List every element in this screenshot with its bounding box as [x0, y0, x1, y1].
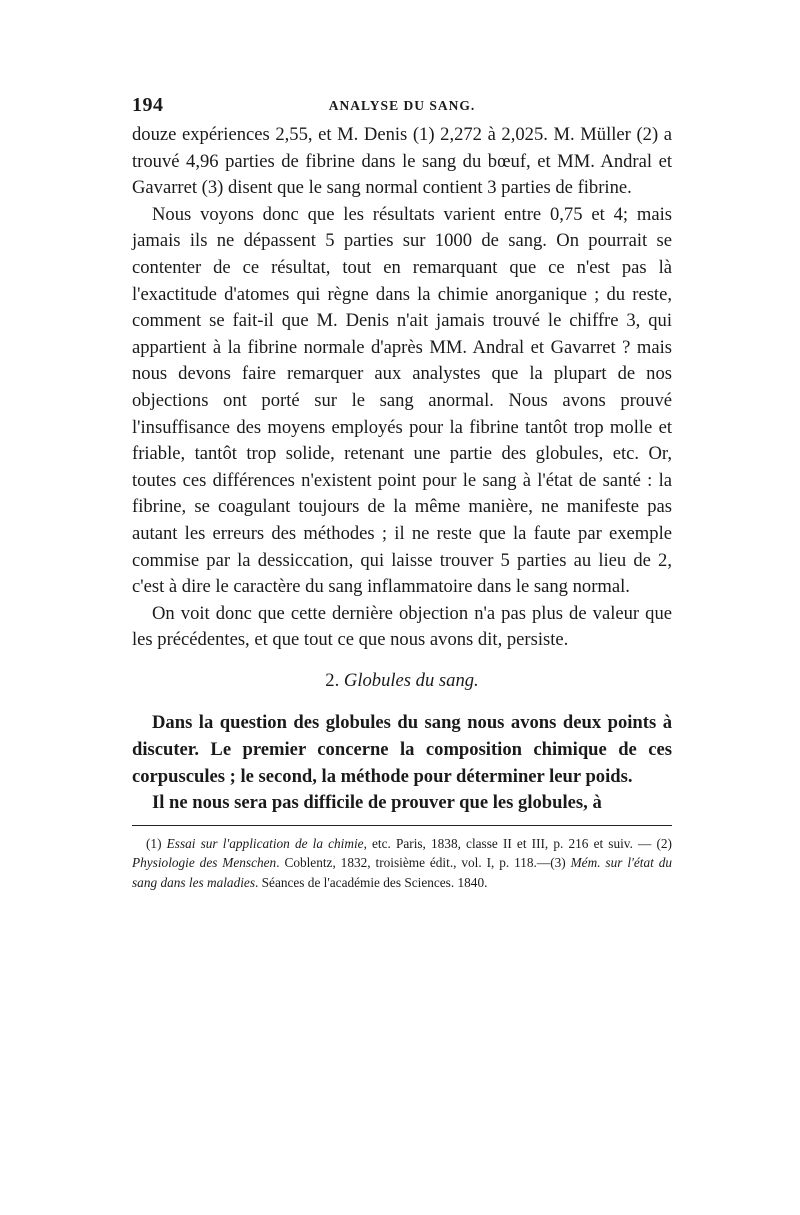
main-text [132, 122, 672, 654]
footnote-2-marker: (2) [656, 835, 672, 851]
paragraph-globules-start: Il ne nous sera pas difficile de prouver que les globules, à [152, 792, 602, 814]
footnote-3-title: Mém. sur l'état du sang dans les maladies [132, 855, 672, 890]
page-number: 194 [132, 94, 164, 116]
book-page [132, 94, 672, 892]
running-title: ANALYSE DU SANG. [328, 98, 476, 113]
footnote-rule [132, 825, 672, 826]
footnote-2-title: Physiologie des Menschen [132, 855, 277, 871]
section-number: 2. [325, 669, 340, 691]
section-text [132, 710, 672, 816]
footnote-2-text: . Coblentz, 1832, troisième édit., vol. I, p. 118.— [276, 855, 551, 871]
section-heading [132, 668, 672, 695]
paragraph-conclusion: On voit donc que cette dernière objection n'a pas plus de valeur que les précédentes, et que tout ce que nous avons dit, persiste. [132, 602, 672, 651]
paragraph-globules-intro: Dans la question des globules du sang nous avons deux points à discuter. Le premier concerne la composition chimique de ces corpuscules ; le second, la méthode pour déterminer leur poids. [132, 712, 672, 787]
footnote-1-title: Essai sur l'application de la chimie [166, 835, 364, 851]
footnotes [132, 834, 672, 893]
running-head [132, 94, 672, 122]
footnote-1-text: , etc. Paris, 1838, classe II et III, p. 216 et suiv. — [363, 835, 657, 851]
footnote-1-marker: (1) [146, 835, 162, 851]
footnote-3-text: . Séances de l'académie des Sciences. 1840. [255, 874, 488, 890]
paragraph-results: Nous voyons donc que les résultats varient entre 0,75 et 4; mais jamais ils ne dépassent 5 parties sur 1000 de sang. On pourrait se contenter de ce résultat, tout en remarquant que ce n'est pas là l'exactitude d'atomes qui règne dans la chimie anorganique ; du reste, comment se fait-il que M. Denis n'ait jamais trouvé le chiffre 3, qui appartient à la fibrine normale d'après MM. Andral et Gavarret ? mais nous devons faire remarquer aux analystes que la plupart de nos objections ont porté sur le sang anormal. Nous avons prouvé l'insuffisance des moyens employés pour la fibrine tantôt trop molle et friable, tantôt trop solide, retenant une partie des globules, etc. Or, toutes ces différences n'existent point pour le sang à l'état de santé : la fibrine, se coagulant toujours de la même manière, ne manifeste pas autant les erreurs des méthodes ; il ne reste que la faute par exemple commise par la dessiccation, qui laisse trouver 5 parties au lieu de 2, c'est à dire le caractère du sang inflammatoire dans le sang normal. [132, 203, 672, 598]
section-title: Globules du sang. [343, 669, 479, 691]
footnote-3-marker: (3) [550, 855, 566, 871]
footnote-block [132, 834, 672, 893]
paragraph-continuation: douze expériences 2,55, et M. Denis (1) 2,272 à 2,025. M. Müller (2) a trouvé 4,96 parties de fibrine dans le sang du bœuf, et MM. Andral et Gavarret (3) disent que le sang normal contient 3 parties de fibrine. [132, 124, 672, 199]
